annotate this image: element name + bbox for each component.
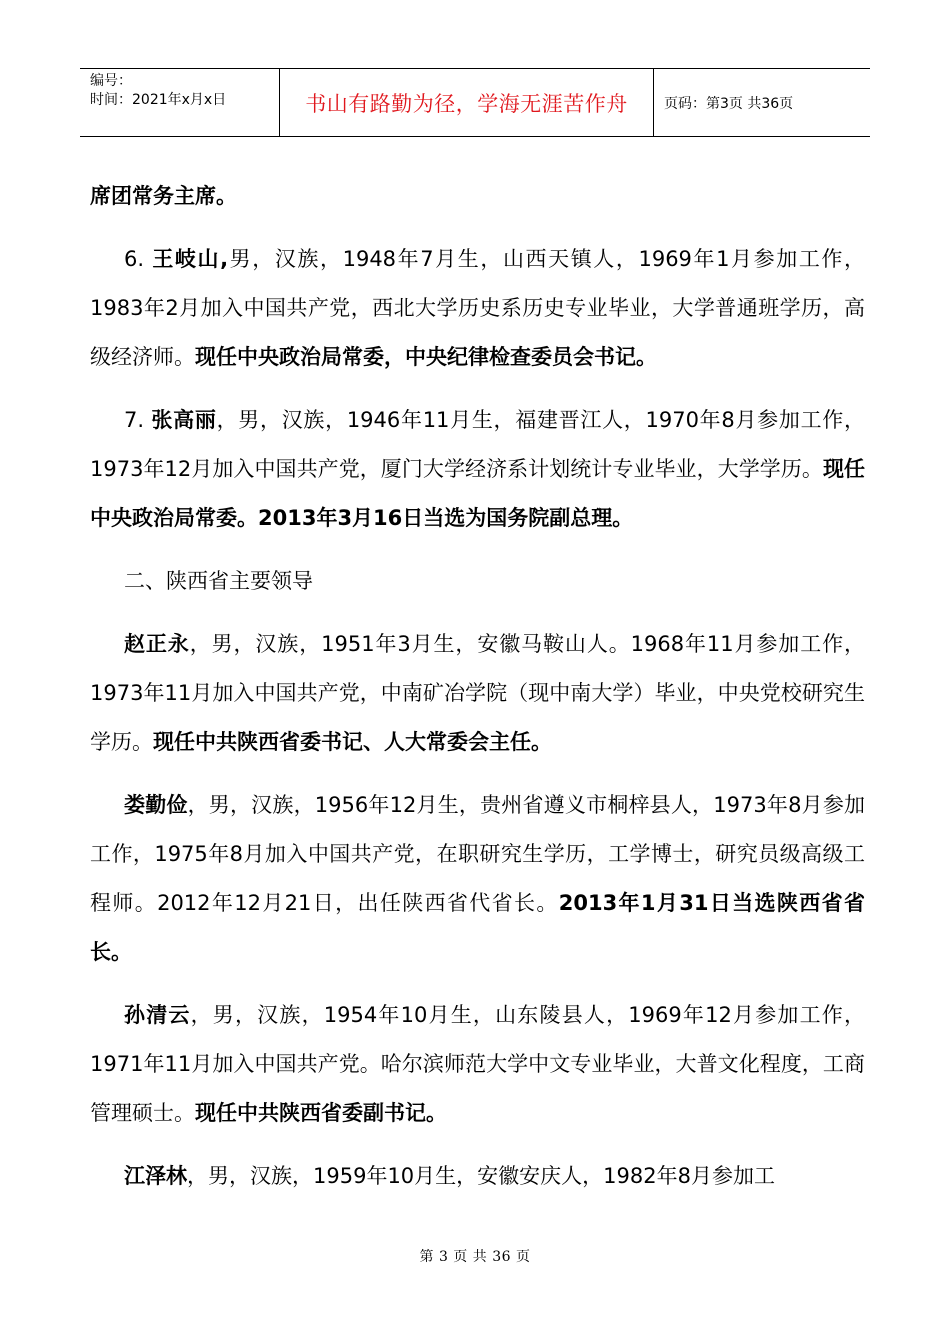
paragraph-jiang-zelin bbox=[90, 1152, 865, 1201]
paragraph-zhang-gaoli bbox=[90, 396, 865, 543]
bio-text: ，男，汉族，1951年3月生，安徽马鞍山人。1968年11月参加工作，1973年11月加入中国共产党，中南矿冶学院（现中南大学）毕业，中央党校研究生学历。 bbox=[90, 632, 865, 754]
motto-text: 书山有路勤为径，学海无涯苦作舟 bbox=[305, 91, 628, 116]
header-meta-cell bbox=[80, 69, 280, 136]
item-number: 7. bbox=[124, 408, 152, 432]
paragraph-lou-qinjian bbox=[90, 781, 865, 977]
document-header bbox=[80, 68, 870, 137]
paragraph-sun-qingyun bbox=[90, 991, 865, 1138]
date-label: 时间：2021年x月x日 bbox=[90, 92, 227, 108]
bio-text: ，男，汉族，1954年10月生，山东陵县人，1969年12月参加工作，1971年11月加入中国共产党。哈尔滨师范大学中文专业毕业，大普文化程度，工商管理硕士。 bbox=[90, 1003, 866, 1125]
paragraph-wang-qishan bbox=[90, 235, 865, 382]
person-name: 江泽林 bbox=[124, 1164, 187, 1188]
person-name: 王岐山, bbox=[152, 247, 229, 271]
person-name: 赵正永 bbox=[124, 632, 190, 656]
bio-highlight: 现任中共陕西省委书记、人大常委会主任。 bbox=[153, 730, 552, 754]
bio-text: ，男，汉族，1959年10月生，安徽安庆人，1982年8月参加工 bbox=[187, 1164, 775, 1188]
header-motto-cell bbox=[280, 69, 654, 136]
person-name: 娄勤俭 bbox=[124, 793, 188, 817]
lead-paragraph bbox=[90, 172, 865, 221]
person-name: 张高丽 bbox=[151, 408, 217, 432]
item-number: 6. bbox=[124, 247, 153, 271]
header-page-cell bbox=[654, 69, 870, 136]
document-body bbox=[90, 172, 865, 1215]
section-title: 二、陕西省主要领导 bbox=[124, 569, 313, 593]
bio-text: 男，汉族，1948年7月生，山西天镇人，1969年1月参加工作，1983年2月加入中国共产党，西北大学历史系历史专业毕业，大学普通班学历，高级经济师。 bbox=[90, 247, 865, 369]
bio-highlight: 现任中共陕西省委副书记。 bbox=[195, 1101, 447, 1125]
page-footer: 第 3 页 共 36 页 bbox=[419, 1249, 531, 1265]
person-name: 孙清云 bbox=[124, 1003, 191, 1027]
number-label: 编号： bbox=[90, 73, 132, 89]
paragraph-zhao-zhengyong bbox=[90, 620, 865, 767]
bio-text: ，男，汉族，1956年12月生，贵州省遵义市桐梓县人，1973年8月参加工作，1975年8月加入中国共产党，在职研究生学历，工学博士，研究员级高级工程师。2012年12月21日，出任陕西省代省长。 bbox=[90, 793, 866, 915]
bio-text: ，男，汉族，1946年11月生，福建晋江人，1970年8月参加工作，1973年12月加入中国共产党，厦门大学经济系计划统计专业毕业，大学学历。 bbox=[90, 408, 866, 481]
bio-highlight: 现任中央政治局常委，中央纪律检查委员会书记。 bbox=[195, 345, 657, 369]
bio-highlight: 现任中央政治局常委。2013年3月16日当选为国务院副总理。 bbox=[90, 457, 865, 530]
lead-text: 席团常务主席。 bbox=[90, 184, 237, 208]
page-info: 页码：第3页 共36页 bbox=[664, 95, 794, 112]
bio-highlight: 2013年1月31日当选陕西省省长。 bbox=[90, 891, 865, 964]
